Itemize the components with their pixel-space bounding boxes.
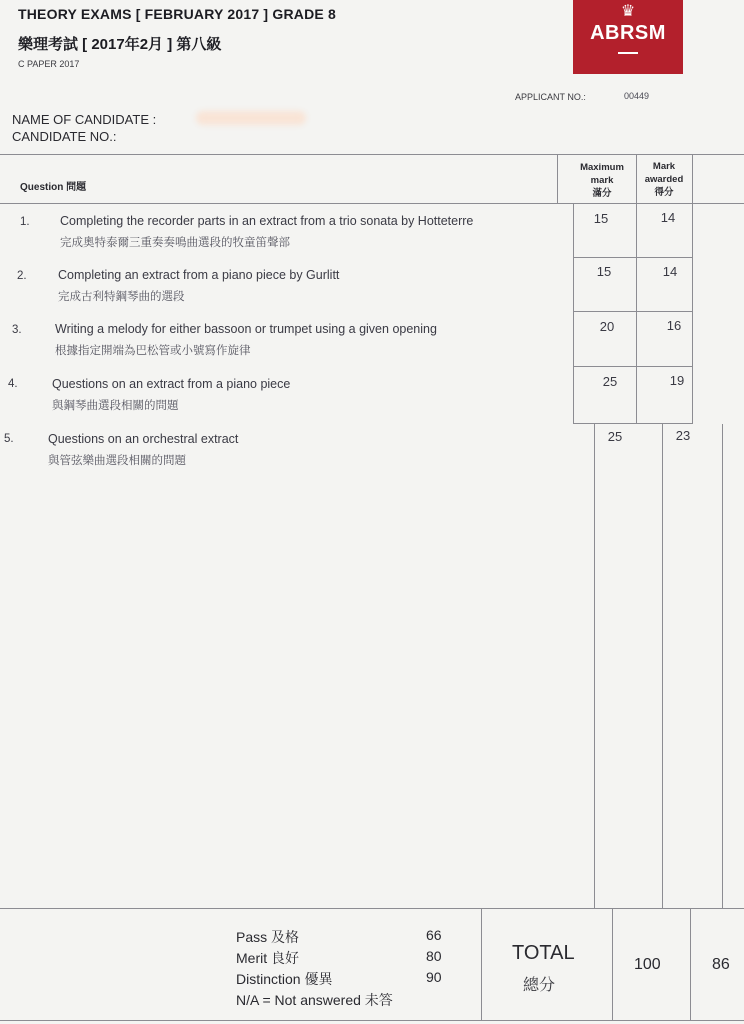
applicant-number-label: APPLICANT NO.: <box>515 92 586 102</box>
total-max-divider <box>690 908 691 1020</box>
grades-divider <box>481 908 482 1020</box>
logo-text: ABRSM <box>590 22 666 44</box>
question-number: 2. <box>17 270 27 282</box>
mark-awarded: 14 <box>662 264 678 279</box>
footer-top-border <box>0 908 744 909</box>
question-text-chinese: 完成古利特鋼琴曲的選段 <box>58 291 185 303</box>
mark-awarded: 16 <box>666 318 682 333</box>
mark-awarded-header: Mark awarded 得分 <box>644 161 684 198</box>
table-top-border <box>0 154 744 155</box>
question-number: 5. <box>4 433 14 445</box>
exam-title: THEORY EXAMS [ FEBRUARY 2017 ] GRADE 8 <box>18 6 336 22</box>
grade-distinction-value: 90 <box>426 969 442 985</box>
row-divider <box>573 423 692 424</box>
question-text-chinese: 與鋼琴曲選段相關的問題 <box>52 400 179 412</box>
abrsm-logo <box>573 0 683 74</box>
question-column-header: Question 問題 <box>20 182 87 193</box>
redacted-name <box>196 111 306 125</box>
paper-code: C PAPER 2017 <box>18 59 80 69</box>
max-col-left-top <box>573 203 574 423</box>
row-divider <box>573 366 692 367</box>
logo-bar <box>618 52 638 54</box>
question-number: 4. <box>8 378 18 390</box>
grade-merit-value: 80 <box>426 948 442 964</box>
question-text: Writing a melody for either bassoon or trumpet using a given opening <box>55 322 437 336</box>
table-header-border <box>0 203 744 204</box>
question-text: Questions on an orchestral extract <box>48 432 239 446</box>
row-divider <box>573 257 692 258</box>
mark-awarded: 14 <box>660 210 676 225</box>
mid-col-bottom <box>662 424 663 908</box>
question-text-chinese: 完成奧特泰爾三重奏奏鳴曲選段的牧童笛聲部 <box>60 237 290 249</box>
right-col-bottom <box>722 424 723 908</box>
mark-awarded: 23 <box>675 428 691 443</box>
max-mark: 25 <box>602 374 618 389</box>
crown-icon: ♛ <box>620 3 636 20</box>
grade-pass-value: 66 <box>426 927 442 943</box>
max-mark: 25 <box>607 429 623 444</box>
max-mark: 15 <box>596 264 612 279</box>
grade-merit-label: Merit 良好 <box>236 950 299 966</box>
question-number: 3. <box>12 324 22 336</box>
question-text: Completing an extract from a piano piece by Gurlitt <box>58 268 340 282</box>
grade-pass-label: Pass 及格 <box>236 929 300 945</box>
candidate-number-label: CANDIDATE NO.: <box>12 129 117 144</box>
applicant-number-value: 00449 <box>624 91 650 101</box>
total-divider <box>612 908 613 1020</box>
question-col-divider <box>557 154 558 203</box>
question-text-chinese: 與管弦樂曲選段相關的問題 <box>48 455 186 467</box>
question-text: Questions on an extract from a piano piece <box>52 377 291 391</box>
question-text: Completing the recorder parts in an extract from a trio sonata by Hotteterre <box>60 214 474 228</box>
question-number: 1. <box>20 216 30 228</box>
not-answered-note: N/A = Not answered 未答 <box>236 992 393 1008</box>
max-mark-header: Maximum mark 滿分 <box>580 162 624 199</box>
total-mark-awarded: 86 <box>712 956 730 973</box>
candidate-name-label: NAME OF CANDIDATE : <box>12 112 157 127</box>
question-text-chinese: 根據指定開端為巴松管或小號寫作旋律 <box>55 345 251 357</box>
mark-awarded: 19 <box>669 373 685 388</box>
max-col-left-bottom <box>594 423 595 908</box>
max-mark: 15 <box>593 211 609 226</box>
total-label: TOTAL <box>512 942 575 964</box>
total-label-chinese: 總分 <box>523 977 556 994</box>
max-mark: 20 <box>599 319 615 334</box>
exam-title-chinese: 樂理考試 [ 2017年2月 ] 第八級 <box>18 36 222 53</box>
row-divider <box>573 311 692 312</box>
total-max-mark: 100 <box>634 956 661 973</box>
grade-distinction-label: Distinction 優異 <box>236 971 333 987</box>
footer-bottom-border <box>0 1020 744 1021</box>
